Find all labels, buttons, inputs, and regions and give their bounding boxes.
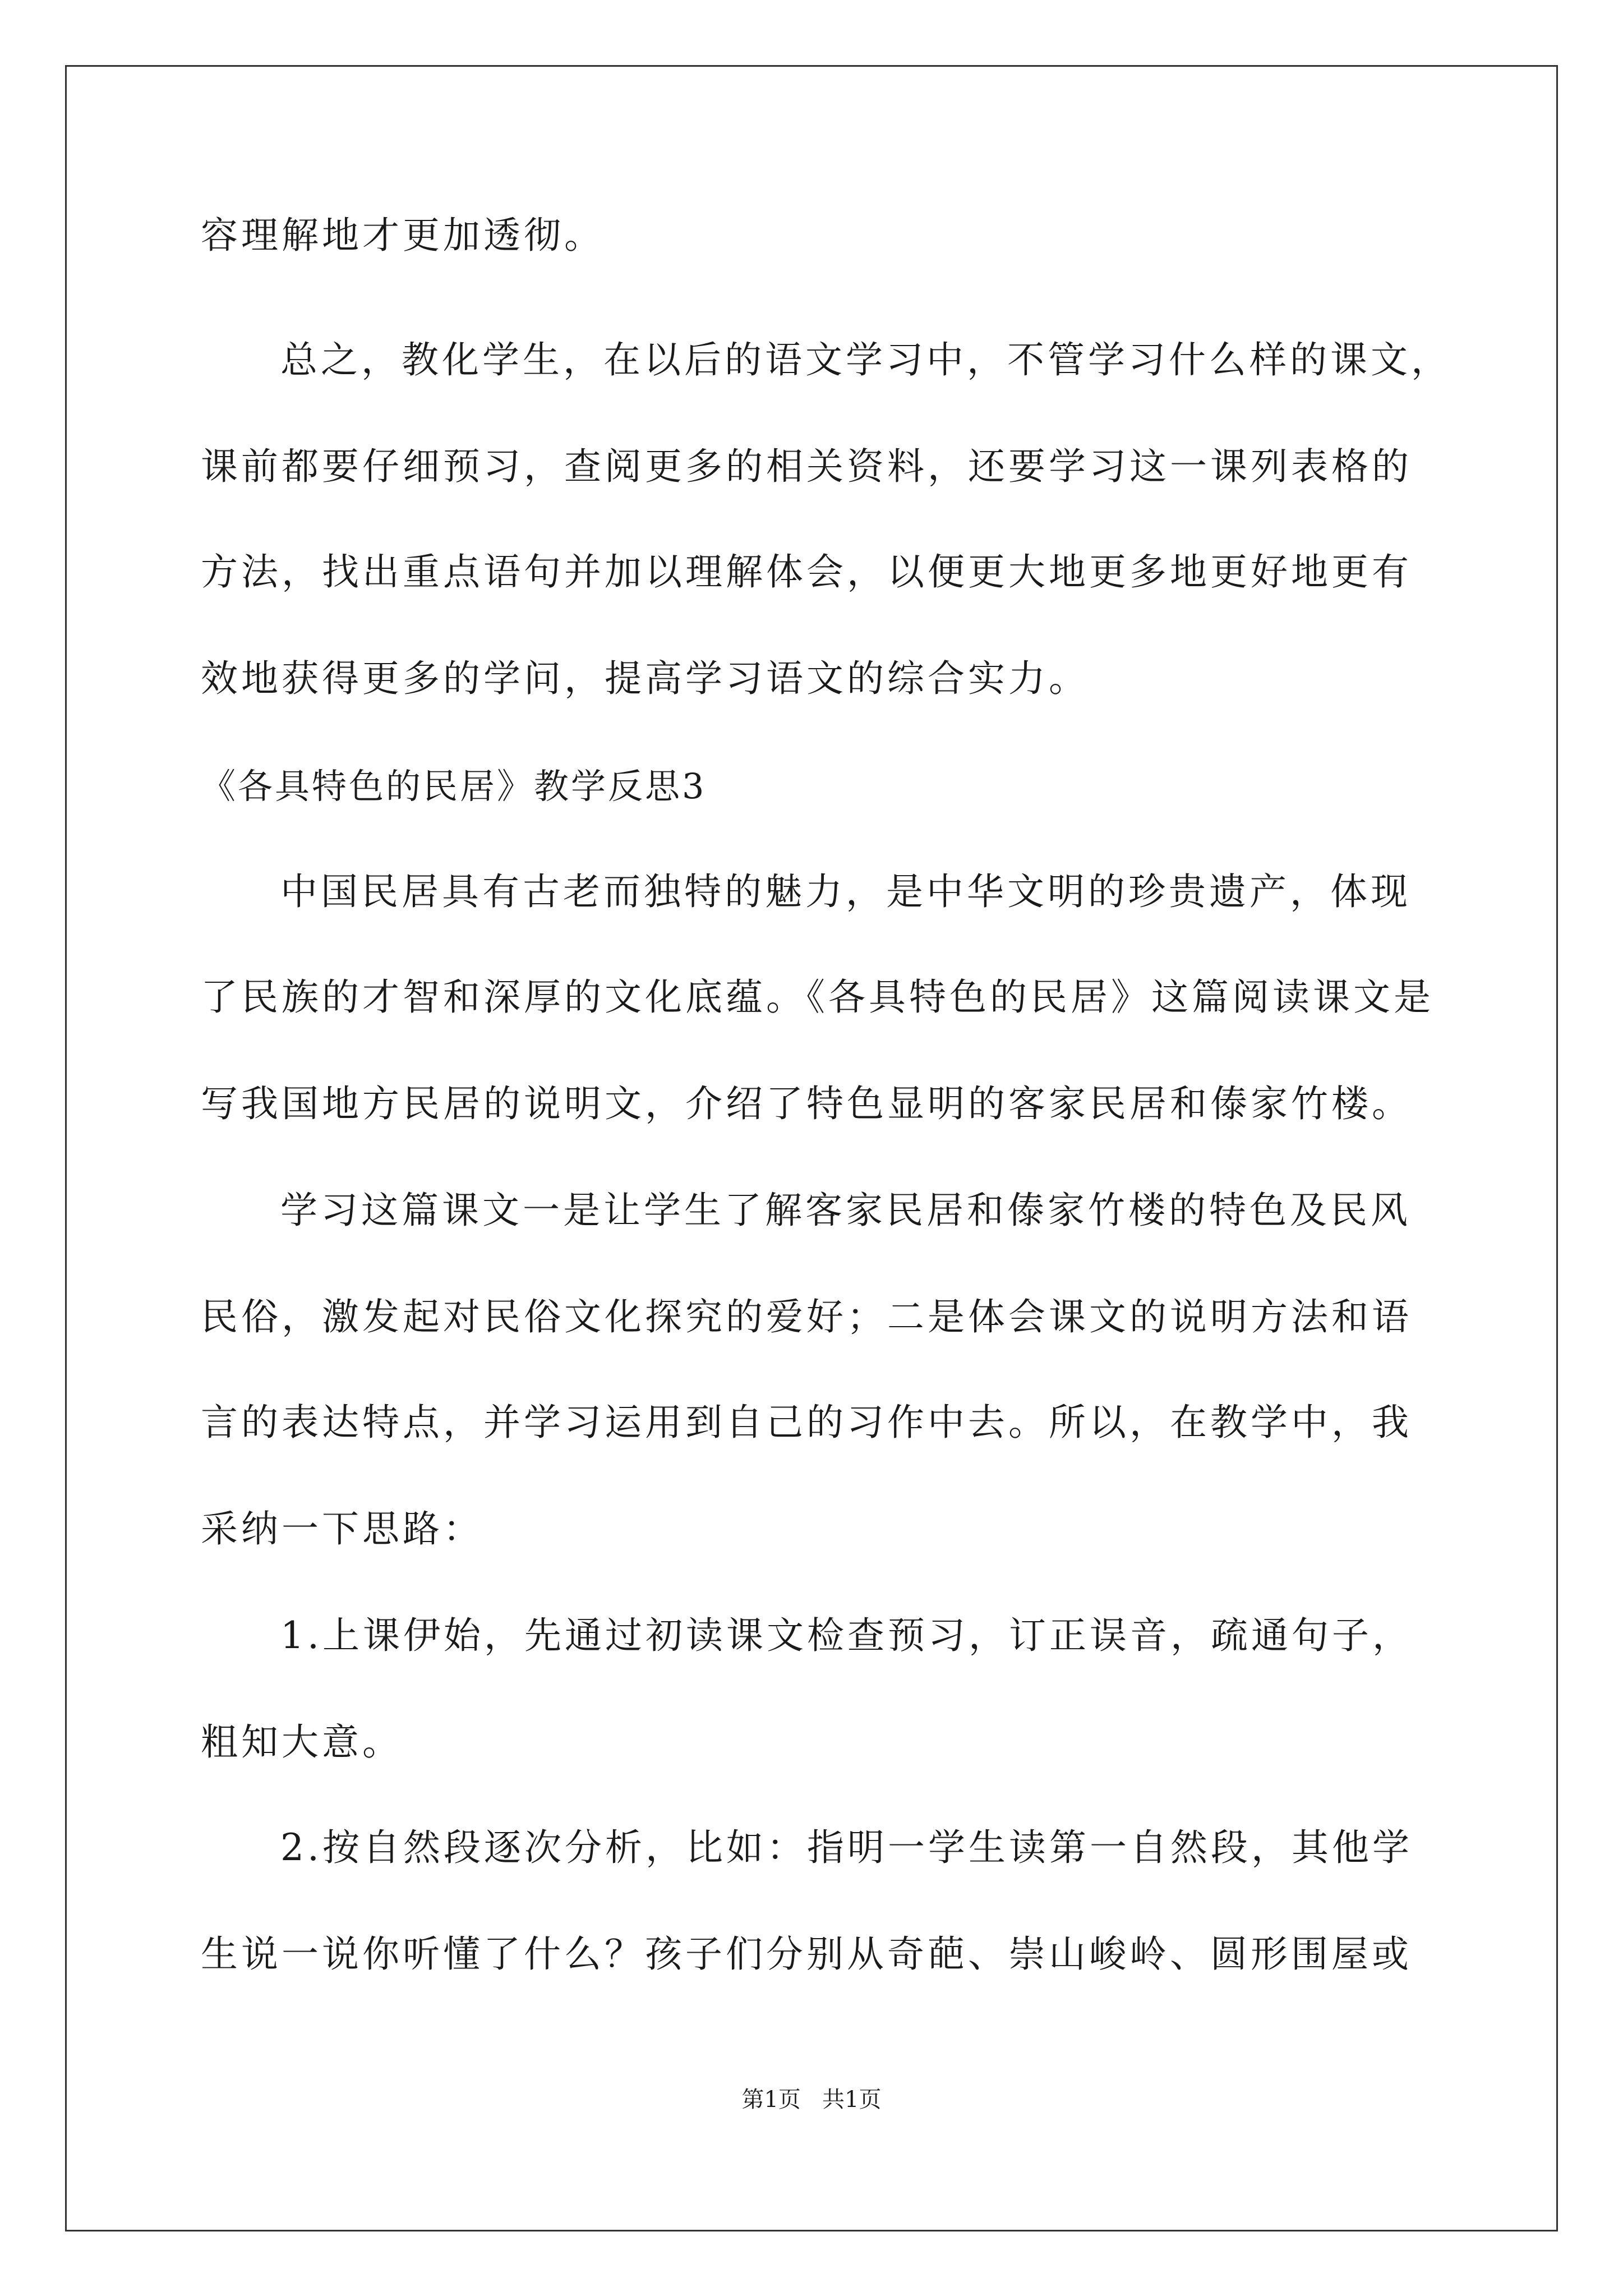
- text-line: 采纳一下思路：: [201, 1507, 483, 1550]
- text-line: 1.上课伊始，先通过初读课文检查预习，订正误音，疏通句子，: [280, 1614, 1413, 1657]
- section-heading: 《各具特色的民居》教学反思3: [201, 766, 707, 807]
- page-border: [65, 65, 1558, 2231]
- text-line: 总之，教化学生，在以后的语文学习中，不管学习什么样的课文，: [280, 338, 1451, 381]
- text-line: 写我国地方民居的说明文，介绍了特色显明的客家民居和傣家竹楼。: [201, 1082, 1412, 1125]
- text-line: 课前都要仔细预习，查阅更多的相关资料，还要学习这一课列表格的: [201, 445, 1412, 488]
- text-line: 了民族的才智和深厚的文化底蕴。《各具特色的民居》这篇阅读课文是: [201, 976, 1434, 1019]
- page-number-footer: 第1页 共1页: [741, 2087, 882, 2113]
- text-line: 2.按自然段逐次分析，比如：指明一学生读第一自然段，其他学: [280, 1826, 1413, 1869]
- text-line: 中国民居具有古老而独特的魅力，是中华文明的珍贵遗产，体现: [280, 870, 1411, 913]
- text-line: 容理解地才更加透彻。: [201, 214, 605, 257]
- text-line: 民俗，激发起对民俗文化探究的爱好；二是体会课文的说明方法和语: [201, 1295, 1412, 1338]
- text-line: 粗知大意。: [201, 1720, 403, 1764]
- text-line: 效地获得更多的学问，提高学习语文的综合实力。: [201, 657, 1089, 700]
- text-line: 方法，找出重点语句并加以理解体会，以便更大地更多地更好地更有: [201, 550, 1412, 593]
- text-line: 生说一说你听懂了什么？孩子们分别从奇葩、崇山峻岭、圆形围屋或: [201, 1932, 1412, 1976]
- text-line: 学习这篇课文一是让学生了解客家民居和傣家竹楼的特色及民风: [280, 1189, 1411, 1232]
- text-line: 言的表达特点，并学习运用到自己的习作中去。所以，在教学中，我: [201, 1401, 1412, 1444]
